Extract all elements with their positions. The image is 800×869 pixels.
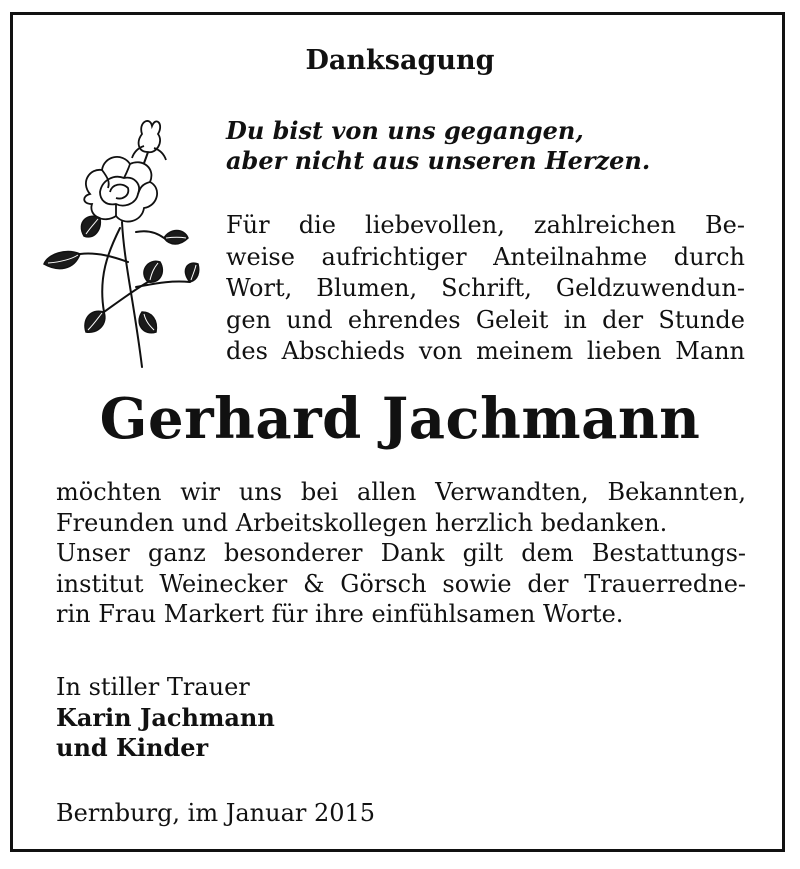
deceased-name: Gerhard Jachmann bbox=[99, 386, 701, 452]
signer-family: und Kinder bbox=[56, 733, 209, 762]
body-line: institut Weinecker & Görsch sowie der Trauerredne- bbox=[56, 569, 746, 598]
notice-title: Danksagung bbox=[305, 45, 495, 76]
body-line: möchten wir uns bei allen Verwandten, Bekannten, bbox=[56, 478, 746, 506]
motto-line: aber nicht aus unseren Herzen. bbox=[226, 146, 651, 175]
intro-line: weise aufrichtiger Anteilnahme durch bbox=[226, 242, 745, 271]
intro-line: Wort, Blumen, Schrift, Geldzuwendun- bbox=[226, 274, 745, 302]
intro-line: gen und ehrendes Geleit in der Stunde bbox=[226, 305, 745, 334]
signoff bbox=[56, 672, 275, 764]
thanks-paragraph bbox=[56, 477, 746, 630]
intro-line: Für die liebevollen, zahlreichen Be- bbox=[226, 211, 745, 239]
motto bbox=[226, 116, 650, 176]
signer-name: Karin Jachmann bbox=[56, 702, 275, 732]
body-line: rin Frau Markert für ihre einfühlsamen Worte. bbox=[56, 600, 624, 628]
motto-line: Du bist von uns gegangen, bbox=[226, 116, 584, 145]
mourning-phrase: In stiller Trauer bbox=[56, 673, 250, 701]
body-line: Unser ganz besonderer Dank gilt dem Bestattungs- bbox=[56, 539, 746, 567]
intro-paragraph bbox=[226, 210, 745, 368]
place-date: Bernburg, im Januar 2015 bbox=[56, 799, 376, 827]
intro-line: des Abschieds von meinem lieben Mann bbox=[226, 337, 745, 365]
body-line: Freunden und Arbeitskollegen herzlich bedanken. bbox=[56, 508, 668, 537]
rose-icon bbox=[38, 112, 200, 370]
